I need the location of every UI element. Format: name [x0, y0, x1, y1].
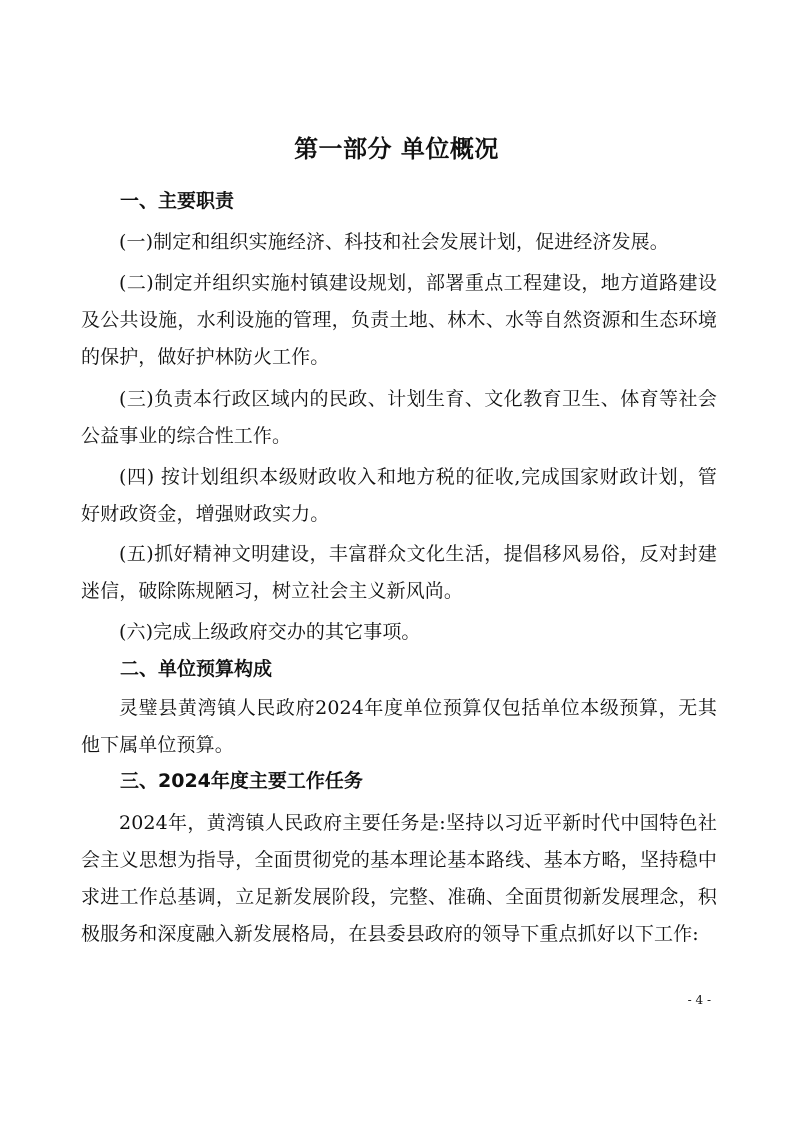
paragraph-duty-3: (三)负责本行政区域内的民政、计划生育、文化教育卫生、体育等社会公益事业的综合性工作。	[81, 388, 717, 447]
paragraph-duty-5: (五)抓好精神文明建设，丰富群众文化生活，提倡移风易俗，反对封建迷信，破除陈规陋习，树立社会主义新风尚。	[81, 543, 717, 602]
section-heading-duties: 一、主要职责	[120, 190, 235, 212]
paragraph-duty-6: (六)完成上级政府交办的其它事项。	[119, 621, 421, 643]
paragraph-duty-4: (四) 按计划组织本级财政收入和地方税的征收,完成国家财政计划，管好财政资金，增强财政实力。	[81, 466, 717, 525]
paragraph-budget-composition: 灵璧县黄湾镇人民政府2024年度单位预算仅包括单位本级预算，无其他下属单位预算。	[81, 697, 717, 756]
paragraph-duty-1: (一)制定和组织实施经济、科技和社会发展计划，促进经济发展。	[119, 231, 669, 253]
paragraph-duty-2: (二)制定并组织实施村镇建设规划，部署重点工程建设，地方道路建设及公共设施，水利设施的管理，负责土地、林木、水等自然资源和生态环境的保护，做好护林防火工作。	[81, 272, 717, 368]
section-heading-budget-composition: 二、单位预算构成	[120, 658, 273, 680]
page-title: 第一部分 单位概况	[294, 135, 499, 163]
section-heading-2024-tasks: 三、2024年度主要工作任务	[120, 770, 363, 792]
page-number: - 4 -	[687, 993, 711, 1007]
paragraph-2024-tasks: 2024年，黄湾镇人民政府主要任务是:坚持以习近平新时代中国特色社会主义思想为指导，全面贯彻党的基本理论基本路线、基本方略，坚持稳中求进工作总基调，立足新发展阶段，完整、准确、全面贯彻新发展理念，积极服务和深度融入新发展格局，在县委县政府的领导下重点抓好以下工作:	[81, 812, 717, 945]
